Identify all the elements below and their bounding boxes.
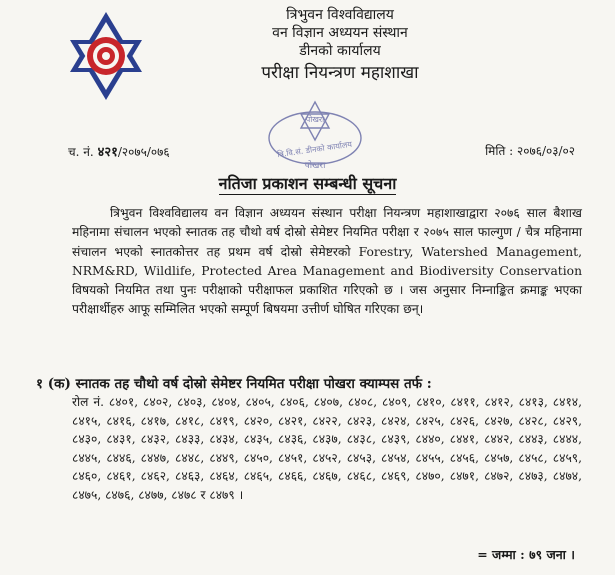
- reference-number: [68, 142, 170, 160]
- division-name: परीक्षा नियन्त्रण महाशाखा: [261, 63, 419, 83]
- reference-handwritten-number: ४२१: [97, 145, 118, 160]
- section-heading: १ (क) स्नातक तह चौथो वर्ष दोस्रो सेमेष्टर नियमित परीक्षा पोखरा क्याम्पस तर्फ :: [36, 376, 432, 392]
- reference-suffix: /२०७५/०७६: [117, 145, 170, 159]
- letterhead: [190, 6, 490, 84]
- reference-prefix: च. नं.: [68, 145, 94, 159]
- notice-title-text: नतिजा प्रकाशन सम्बन्धी सूचना: [218, 174, 397, 193]
- stamp-arc-text: त्रि.वि.सं. डीनको कार्यालय: [276, 139, 353, 160]
- notice-paragraph: [72, 204, 582, 320]
- institute-name: वन विज्ञान अध्ययन संस्थान: [272, 25, 408, 41]
- total-count: = जम्मा : ७९ जना ।: [477, 547, 575, 562]
- university-logo: [68, 10, 144, 102]
- issue-date: मिति : २०७६/०३/०२: [485, 144, 575, 158]
- roll-number-list: रोल नं. ८४०१, ८४०२, ८४०३, ८४०४, ८४०५, ८४०६, ८४०७, ८४०८, ८४०९, ८४१०, ८४११, ८४१२, ८४१३, ८४१४, ८४१५, ८४१६, ८४१७, ८४१८, ८४१९, ८४२०, ८४२१, ८४२२, ८४२३, ८४२४, ८४२५, ८४२६, ८४२७, ८४२८, ८४२९, ८४३०, ८४३१, ८४३२, ८४३३, ८४३४, ८४३५, ८४३६, ८४३७, ८४३८, ८४३९, ८४४०, ८४४१, ८४४२, ८४४३, ८४४४, ८४४५, ८४४६, ८४४७, ८४४८, ८४४९, ८४५०, ८४५१, ८४५२, ८४५३, ८४५४, ८४५५, ८४५६, ८४५७, ८४५८, ८४५९, ८४६०, ८४६१, ८४६२, ८४६३, ८४६४, ८४६५, ८४६६, ८४६७, ८४६८, ८४६९, ८४७०, ८४७१, ८४७२, ८४७३, ८४७४, ८४७५, ८४७६, ८४७७, ८४७८ र ८४७९ ।: [72, 395, 582, 502]
- office-name: डीनको कार्यालय: [299, 43, 381, 59]
- notice-title: [0, 172, 615, 194]
- university-name: त्रिभुवन विश्वविद्यालय: [286, 7, 394, 23]
- stamp-bottom-text: पोखरा: [304, 161, 326, 170]
- office-stamp: [255, 100, 375, 170]
- stamp-top-text: पोखरा: [305, 115, 325, 124]
- notice-paragraph-text: त्रिभुवन विश्वविद्यालय वन विज्ञान अध्ययन संस्थान परीक्षा नियन्त्रण महाशाखाद्वारा २०७६ साल बैशाख महिनामा संचालन भएको स्नातक तह चौथो वर्ष दोस्रो सेमेष्टर नियमित परीक्षा र २०७५ साल फाल्गुण / चैत्र महिनामा संचालन भएको स्नातकोत्तर तह प्रथम वर्ष दोस्रो सेमेष्टरको Forestry, Watershed Management, NRM&RD, Wildlife, Protected Area Management and Biodiversity Conservation विषयको नियमित तथा पुनः परीक्षाको परीक्षाफल प्रकाशित गरिएको छ । जस अनुसार निम्नाङ्कित क्रमाङ्क भएका परीक्षार्थीहरु आफू सम्मिलित भएको सम्पूर्ण बिषयमा उत्तीर्ण घोषित गरिएका छन्।: [72, 206, 582, 317]
